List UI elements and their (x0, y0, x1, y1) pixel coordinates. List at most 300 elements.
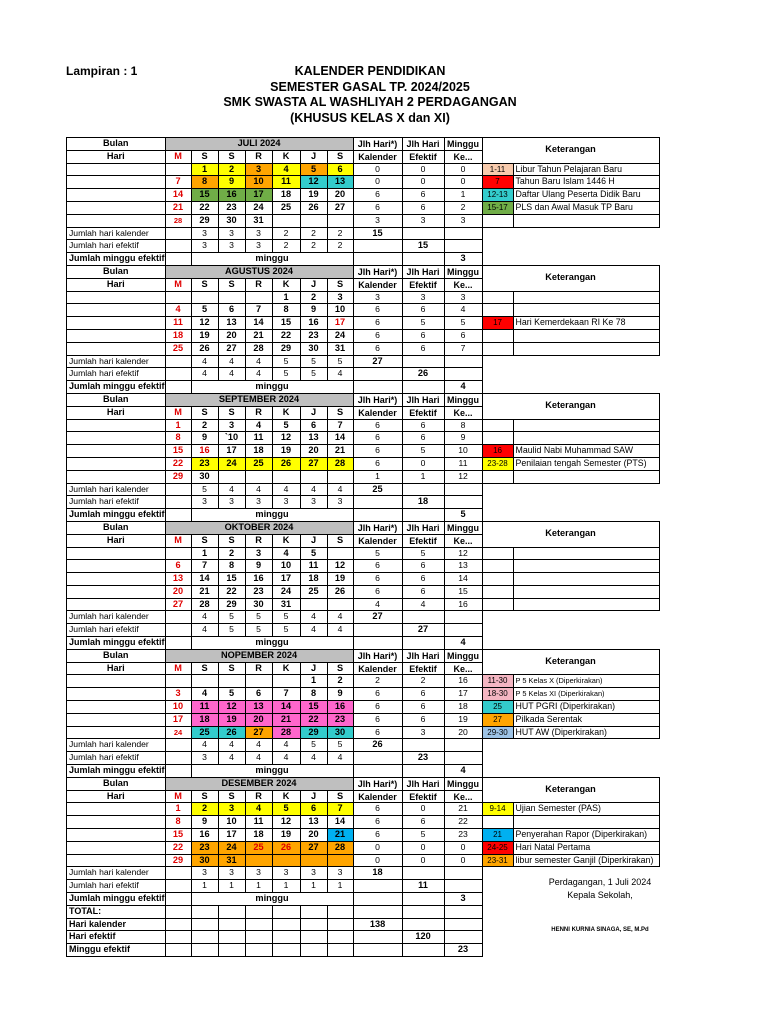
week-efektif: 6 (402, 701, 444, 714)
week-row (67, 470, 660, 483)
count-cell: 3 (272, 867, 300, 880)
date-cell: 4 (272, 547, 300, 560)
col-header-kalender: Jlh Hari*) (353, 138, 402, 151)
col-header-efektif: Jlh Hari (402, 649, 444, 662)
day-name: M (165, 278, 191, 291)
day-name: S (327, 406, 353, 419)
col-header-kalender: Kalender (353, 662, 402, 675)
event-code: 23-31 (482, 854, 513, 867)
spacer-cell (353, 509, 402, 522)
day-name: R (245, 150, 272, 163)
date-cell: 11 (300, 560, 327, 573)
total-label: TOTAL: (67, 905, 166, 918)
date-cell: 23 (245, 585, 272, 598)
date-cell: 3 (245, 163, 272, 176)
jumlah-efektif-label: Jumlah hari efektif (67, 496, 166, 509)
date-cell: 22 (191, 201, 218, 214)
event-code: 25 (482, 701, 513, 714)
week-efektif: 6 (402, 419, 444, 432)
spacer-cell (67, 816, 166, 829)
week-efektif: 6 (402, 585, 444, 598)
date-cell: 18 (272, 189, 300, 202)
spacer-cell (165, 918, 191, 931)
day-name: S (191, 278, 218, 291)
jumlah-minggu-label: Jumlah minggu efektif (67, 765, 166, 778)
date-cell: 17 (218, 829, 245, 842)
week-number: 16 (444, 598, 482, 611)
spacer-cell (272, 944, 300, 957)
minggu-total: 4 (444, 637, 482, 650)
date-cell: 31 (327, 342, 353, 355)
date-cell: 12 (191, 317, 218, 330)
total-label: Hari kalender (67, 918, 166, 931)
day-name: S (218, 790, 245, 803)
week-kalender: 6 (353, 701, 402, 714)
week-efektif: 2 (402, 675, 444, 688)
date-cell: 11 (245, 816, 272, 829)
blank-cell (482, 253, 659, 266)
kalender-total: 15 (353, 227, 402, 240)
col-header-kalender: Jlh Hari*) (353, 521, 402, 534)
date-cell: 4 (245, 419, 272, 432)
event-code (482, 342, 513, 355)
date-cell: 18 (245, 445, 272, 458)
week-kalender: 6 (353, 317, 402, 330)
count-cell: 1 (272, 880, 300, 893)
week-row (67, 560, 660, 573)
date-cell: 1 (165, 803, 191, 816)
date-cell: 31 (218, 854, 245, 867)
date-cell (165, 675, 191, 688)
date-cell: 12 (218, 701, 245, 714)
event-code (482, 291, 513, 304)
spacer-cell (444, 240, 482, 253)
day-name: J (300, 278, 327, 291)
sum-row (67, 483, 660, 496)
week-kalender: 6 (353, 688, 402, 701)
keterangan-header: Keterangan (482, 521, 659, 547)
date-cell: 27 (300, 457, 327, 470)
spacer-cell (67, 829, 166, 842)
week-kalender: 6 (353, 304, 402, 317)
week-row (67, 675, 660, 688)
count-cell: 3 (300, 867, 327, 880)
minggu-total: 4 (444, 381, 482, 394)
week-number: 3 (444, 291, 482, 304)
date-cell: `10 (218, 432, 245, 445)
date-cell: 13 (300, 432, 327, 445)
date-cell: 26 (300, 201, 327, 214)
col-header-minggu: Minggu (444, 138, 482, 151)
date-cell: 22 (165, 457, 191, 470)
week-number: 13 (444, 560, 482, 573)
date-cell: 18 (165, 329, 191, 342)
bulan-label: Bulan (67, 393, 166, 406)
week-number: 18 (444, 701, 482, 714)
hari-label: Hari (67, 662, 166, 675)
week-number: 2 (444, 201, 482, 214)
date-cell: 23 (191, 841, 218, 854)
month-name: JULI 2024 (165, 138, 353, 151)
date-cell: 26 (191, 342, 218, 355)
col-header-minggu: Minggu (444, 777, 482, 790)
week-row (67, 598, 660, 611)
day-name: M (165, 790, 191, 803)
spacer-cell (402, 509, 444, 522)
title-line: SEMESTER GASAL TP. 2024/2025 (270, 79, 470, 94)
date-cell: 14 (191, 573, 218, 586)
blank-cell (482, 611, 659, 624)
day-name: K (272, 534, 300, 547)
week-number: 11 (444, 457, 482, 470)
spacer-cell (272, 918, 300, 931)
count-cell: 2 (300, 240, 327, 253)
spacer-cell (300, 918, 327, 931)
date-cell: 20 (300, 829, 327, 842)
event-description (513, 419, 659, 432)
date-cell: 10 (245, 176, 272, 189)
count-cell: 3 (218, 227, 245, 240)
spacer-cell (327, 905, 353, 918)
count-cell: 5 (272, 611, 300, 624)
count-cell: 5 (245, 611, 272, 624)
event-description (513, 598, 659, 611)
week-number: 0 (444, 854, 482, 867)
spacer-cell (67, 560, 166, 573)
week-efektif: 6 (402, 560, 444, 573)
week-kalender: 6 (353, 432, 402, 445)
date-cell: 16 (245, 573, 272, 586)
event-description: P 5 Kelas X (Diperkirakan) (513, 675, 659, 688)
col-header-efektif: Jlh Hari (402, 393, 444, 406)
spacer-cell (402, 739, 444, 752)
date-cell: 22 (272, 329, 300, 342)
date-cell: 4 (191, 688, 218, 701)
date-cell: 17 (327, 317, 353, 330)
blank-cell (482, 765, 659, 778)
count-cell: 2 (327, 240, 353, 253)
date-cell: 27 (327, 201, 353, 214)
day-name: J (300, 406, 327, 419)
week-kalender: 6 (353, 803, 402, 816)
blank-cell (482, 240, 659, 253)
jumlah-efektif-label: Jumlah hari efektif (67, 368, 166, 381)
jumlah-kalender-label: Jumlah hari kalender (67, 867, 166, 880)
spacer-cell (444, 880, 482, 893)
spacer-cell (67, 726, 166, 739)
spacer-cell (444, 931, 482, 944)
date-cell: 27 (165, 598, 191, 611)
date-cell: 25 (191, 726, 218, 739)
week-efektif: 3 (402, 291, 444, 304)
week-number: 12 (444, 470, 482, 483)
spacer-cell (218, 905, 245, 918)
date-cell: 15 (300, 701, 327, 714)
spacer-cell (444, 355, 482, 368)
spacer-cell (402, 905, 444, 918)
date-cell (272, 675, 300, 688)
event-description (513, 547, 659, 560)
sum-row (67, 509, 660, 522)
date-cell: 22 (165, 841, 191, 854)
count-cell: 4 (218, 739, 245, 752)
spacer-cell (218, 918, 245, 931)
spacer-cell (402, 483, 444, 496)
event-description (513, 214, 659, 227)
col-header-efektif: Efektif (402, 662, 444, 675)
spacer-cell (67, 445, 166, 458)
event-description: Ujian Semester (PAS) (513, 803, 659, 816)
date-cell: 31 (272, 598, 300, 611)
date-cell: 26 (272, 841, 300, 854)
week-number: 17 (444, 688, 482, 701)
date-cell: 25 (165, 342, 191, 355)
count-cell: 4 (191, 355, 218, 368)
spacer-cell (353, 637, 402, 650)
week-kalender: 0 (353, 176, 402, 189)
count-cell: 4 (245, 355, 272, 368)
day-name: K (272, 278, 300, 291)
col-header-kalender: Kalender (353, 406, 402, 419)
efektif-total: 18 (402, 496, 444, 509)
date-cell: 10 (272, 560, 300, 573)
bulan-label: Bulan (67, 649, 166, 662)
spacer-cell (444, 918, 482, 931)
date-cell: 11 (245, 432, 272, 445)
count-cell: 1 (327, 880, 353, 893)
spacer-cell (67, 585, 166, 598)
date-cell (327, 547, 353, 560)
date-cell: 23 (327, 713, 353, 726)
blank-cell (482, 483, 659, 496)
week-row (67, 457, 660, 470)
date-cell: 27 (218, 342, 245, 355)
spacer-cell (353, 893, 402, 906)
date-cell: 24 (218, 457, 245, 470)
date-cell (165, 163, 191, 176)
spacer-cell (165, 893, 191, 906)
date-cell: 12 (300, 176, 327, 189)
count-cell: 4 (191, 368, 218, 381)
event-description (513, 342, 659, 355)
day-name: S (327, 662, 353, 675)
date-cell: 16 (191, 445, 218, 458)
week-number: 6 (444, 329, 482, 342)
jumlah-kalender-label: Jumlah hari kalender (67, 355, 166, 368)
event-code: 12-13 (482, 189, 513, 202)
count-cell: 4 (300, 624, 327, 637)
spacer-cell (444, 227, 482, 240)
week-kalender: 6 (353, 726, 402, 739)
spacer-cell (444, 368, 482, 381)
date-cell (327, 854, 353, 867)
blank-cell (482, 381, 659, 394)
week-kalender: 6 (353, 457, 402, 470)
week-row (67, 291, 660, 304)
count-cell: 3 (218, 240, 245, 253)
jumlah-efektif-label: Jumlah hari efektif (67, 624, 166, 637)
date-cell: 27 (245, 726, 272, 739)
event-code: 15-17 (482, 201, 513, 214)
event-description (513, 816, 659, 829)
blank-cell (482, 624, 659, 637)
date-cell: 1 (165, 419, 191, 432)
spacer-cell (353, 905, 402, 918)
date-cell: 29 (300, 726, 327, 739)
day-name: S (191, 150, 218, 163)
date-cell: 21 (272, 713, 300, 726)
event-code: 11-30 (482, 675, 513, 688)
spacer-cell (67, 598, 166, 611)
sum-row (67, 240, 660, 253)
event-description (513, 470, 659, 483)
date-cell: 6 (165, 560, 191, 573)
week-kalender: 6 (353, 713, 402, 726)
date-cell: 16 (218, 189, 245, 202)
count-cell: 3 (191, 752, 218, 765)
date-cell: 6 (327, 163, 353, 176)
spacer-cell (444, 752, 482, 765)
date-cell: 14 (327, 432, 353, 445)
jumlah-minggu-label: Jumlah minggu efektif (67, 637, 166, 650)
bulan-label: Bulan (67, 777, 166, 790)
date-cell: 25 (245, 841, 272, 854)
week-row (67, 803, 660, 816)
date-cell (191, 291, 218, 304)
week-row (67, 841, 660, 854)
week-number: 22 (444, 816, 482, 829)
week-kalender: 6 (353, 829, 402, 842)
day-name: S (327, 278, 353, 291)
total-label: Minggu efektif (67, 944, 166, 957)
date-cell: 28 (272, 726, 300, 739)
bulan-label: Bulan (67, 521, 166, 534)
day-name: S (218, 662, 245, 675)
col-header-kalender: Jlh Hari*) (353, 393, 402, 406)
spacer-cell (67, 841, 166, 854)
spacer-cell (67, 342, 166, 355)
date-cell: 2 (300, 291, 327, 304)
date-cell: 23 (218, 201, 245, 214)
spacer-cell (353, 880, 402, 893)
count-cell: 4 (218, 752, 245, 765)
bulan-label: Bulan (67, 265, 166, 278)
hari-label: Hari (67, 790, 166, 803)
week-kalender: 3 (353, 291, 402, 304)
event-code: 29-30 (482, 726, 513, 739)
sum-row (67, 765, 660, 778)
spacer-cell (67, 713, 166, 726)
spacer-cell (327, 918, 353, 931)
week-row (67, 342, 660, 355)
count-cell: 3 (218, 867, 245, 880)
week-kalender: 0 (353, 163, 402, 176)
day-name: S (218, 534, 245, 547)
week-row (67, 573, 660, 586)
event-code: 9-14 (482, 803, 513, 816)
date-cell: 18 (245, 829, 272, 842)
date-cell: 13 (165, 573, 191, 586)
date-cell: 12 (272, 432, 300, 445)
calendar-table (66, 137, 660, 957)
week-number: 16 (444, 675, 482, 688)
week-efektif: 0 (402, 163, 444, 176)
day-name: M (165, 662, 191, 675)
count-cell: 1 (300, 880, 327, 893)
event-description: Penilaian tengah Semester (PTS) (513, 457, 659, 470)
event-description (513, 573, 659, 586)
efektif-total: 27 (402, 624, 444, 637)
date-cell: 2 (218, 163, 245, 176)
title-line: SMK SWASTA AL WASHLIYAH 2 PERDAGANGAN (223, 95, 517, 109)
month-header-row (67, 777, 660, 790)
count-cell: 1 (218, 880, 245, 893)
week-row (67, 701, 660, 714)
day-name: K (272, 150, 300, 163)
count-cell: 5 (300, 739, 327, 752)
day-name: S (218, 406, 245, 419)
count-cell: 3 (245, 496, 272, 509)
date-cell: 20 (245, 713, 272, 726)
spacer-cell (402, 253, 444, 266)
week-row (67, 445, 660, 458)
minggu-label: minggu (191, 893, 353, 906)
jumlah-kalender-label: Jumlah hari kalender (67, 611, 166, 624)
date-cell: 14 (165, 189, 191, 202)
col-header-efektif: Jlh Hari (402, 777, 444, 790)
spacer-cell (165, 739, 191, 752)
date-cell: 7 (327, 803, 353, 816)
week-efektif: 3 (402, 726, 444, 739)
minggu-total: 4 (444, 765, 482, 778)
date-cell: 9 (300, 304, 327, 317)
date-cell: 3 (245, 547, 272, 560)
jumlah-minggu-label: Jumlah minggu efektif (67, 381, 166, 394)
count-cell: 5 (327, 739, 353, 752)
minggu-label: minggu (191, 637, 353, 650)
spacer-cell (245, 944, 272, 957)
date-cell: 17 (245, 189, 272, 202)
date-cell (218, 291, 245, 304)
spacer-cell (245, 931, 272, 944)
date-cell: 24 (218, 841, 245, 854)
week-row (67, 189, 660, 202)
spacer-cell (67, 701, 166, 714)
week-efektif: 6 (402, 189, 444, 202)
count-cell: 3 (245, 227, 272, 240)
week-number: 15 (444, 585, 482, 598)
week-row (67, 854, 660, 867)
col-header-efektif: Jlh Hari (402, 521, 444, 534)
date-cell: 1 (191, 163, 218, 176)
day-name: S (218, 278, 245, 291)
spacer-cell (165, 637, 191, 650)
sum-row (67, 368, 660, 381)
count-cell: 5 (245, 624, 272, 637)
count-cell: 3 (191, 240, 218, 253)
spacer-cell (245, 918, 272, 931)
week-number: 19 (444, 713, 482, 726)
date-cell: 10 (327, 304, 353, 317)
week-efektif: 3 (402, 214, 444, 227)
date-cell: 2 (191, 419, 218, 432)
spacer-cell (165, 765, 191, 778)
spacer-cell (165, 240, 191, 253)
date-cell: 28 (327, 841, 353, 854)
date-cell: 20 (327, 189, 353, 202)
day-name: S (327, 534, 353, 547)
spacer-cell (165, 483, 191, 496)
